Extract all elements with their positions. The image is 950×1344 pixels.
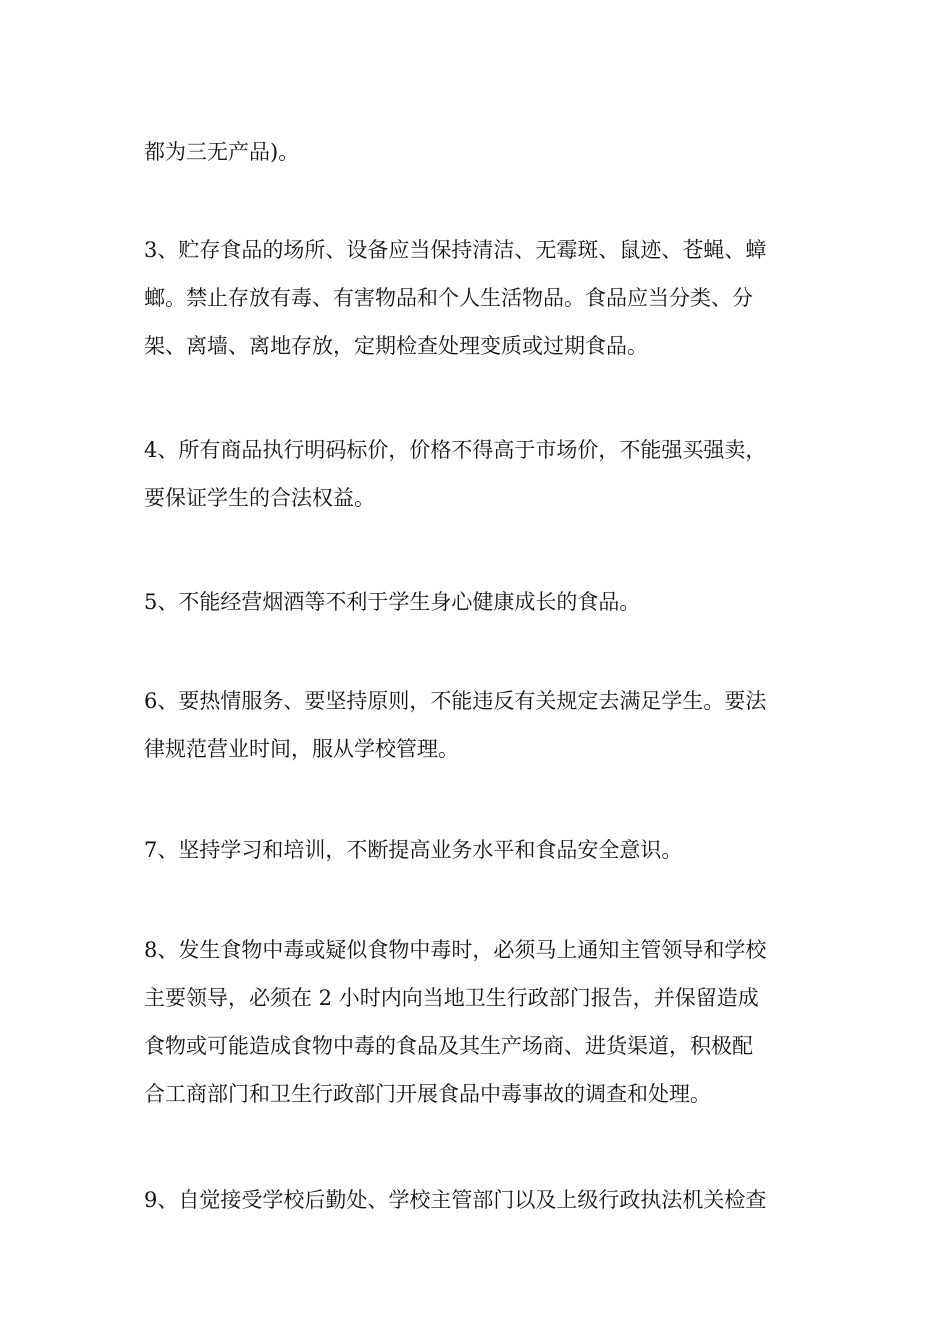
text-line: 都为三无产品)。 [144,140,300,164]
paragraph-item-5 [144,578,814,626]
text-line: 5、不能经营烟酒等不利于学生身心健康成长的食品。 [144,590,641,614]
text-line: 7、坚持学习和培训，不断提高业务水平和食品安全意识。 [144,838,683,862]
text-line: 律规范营业时间，服从学校管理。 [144,737,459,761]
text-line: 食物或可能造成食物中毒的食品及其生产场商、进货渠道，积极配 [144,1034,753,1058]
paragraph-item-4 [144,426,814,522]
text-line: 主要领导，必须在 2 小时内向当地卫生行政部门报告，并保留造成 [144,986,759,1010]
paragraph-item-9 [144,1176,814,1224]
paragraph-item-3 [144,226,814,370]
paragraph-item-8 [144,926,814,1118]
text-line: 螂。禁止存放有毒、有害物品和个人生活物品。食品应当分类、分 [144,286,753,310]
text-line: 8、发生食物中毒或疑似食物中毒时，必须马上通知主管领导和学校 [144,938,767,962]
text-line: 要保证学生的合法权益。 [144,486,375,510]
text-line: 合工商部门和卫生行政部门开展食品中毒事故的调查和处理。 [144,1082,711,1106]
paragraph-item-6 [144,677,814,773]
text-line: 6、要热情服务、要坚持原则，不能违反有关规定去满足学生。要法 [144,689,767,713]
text-line: 3、贮存食品的场所、设备应当保持清洁、无霉斑、鼠迹、苍蝇、蟑 [144,238,767,262]
text-line: 4、所有商品执行明码标价，价格不得高于市场价，不能强买强卖， [144,438,767,462]
text-line: 架、离墙、离地存放，定期检查处理变质或过期食品。 [144,334,648,358]
paragraph-item-7 [144,826,814,874]
text-line: 9、自觉接受学校后勤处、学校主管部门以及上级行政执法机关检查 [144,1188,767,1212]
paragraph-continuation [144,128,814,176]
